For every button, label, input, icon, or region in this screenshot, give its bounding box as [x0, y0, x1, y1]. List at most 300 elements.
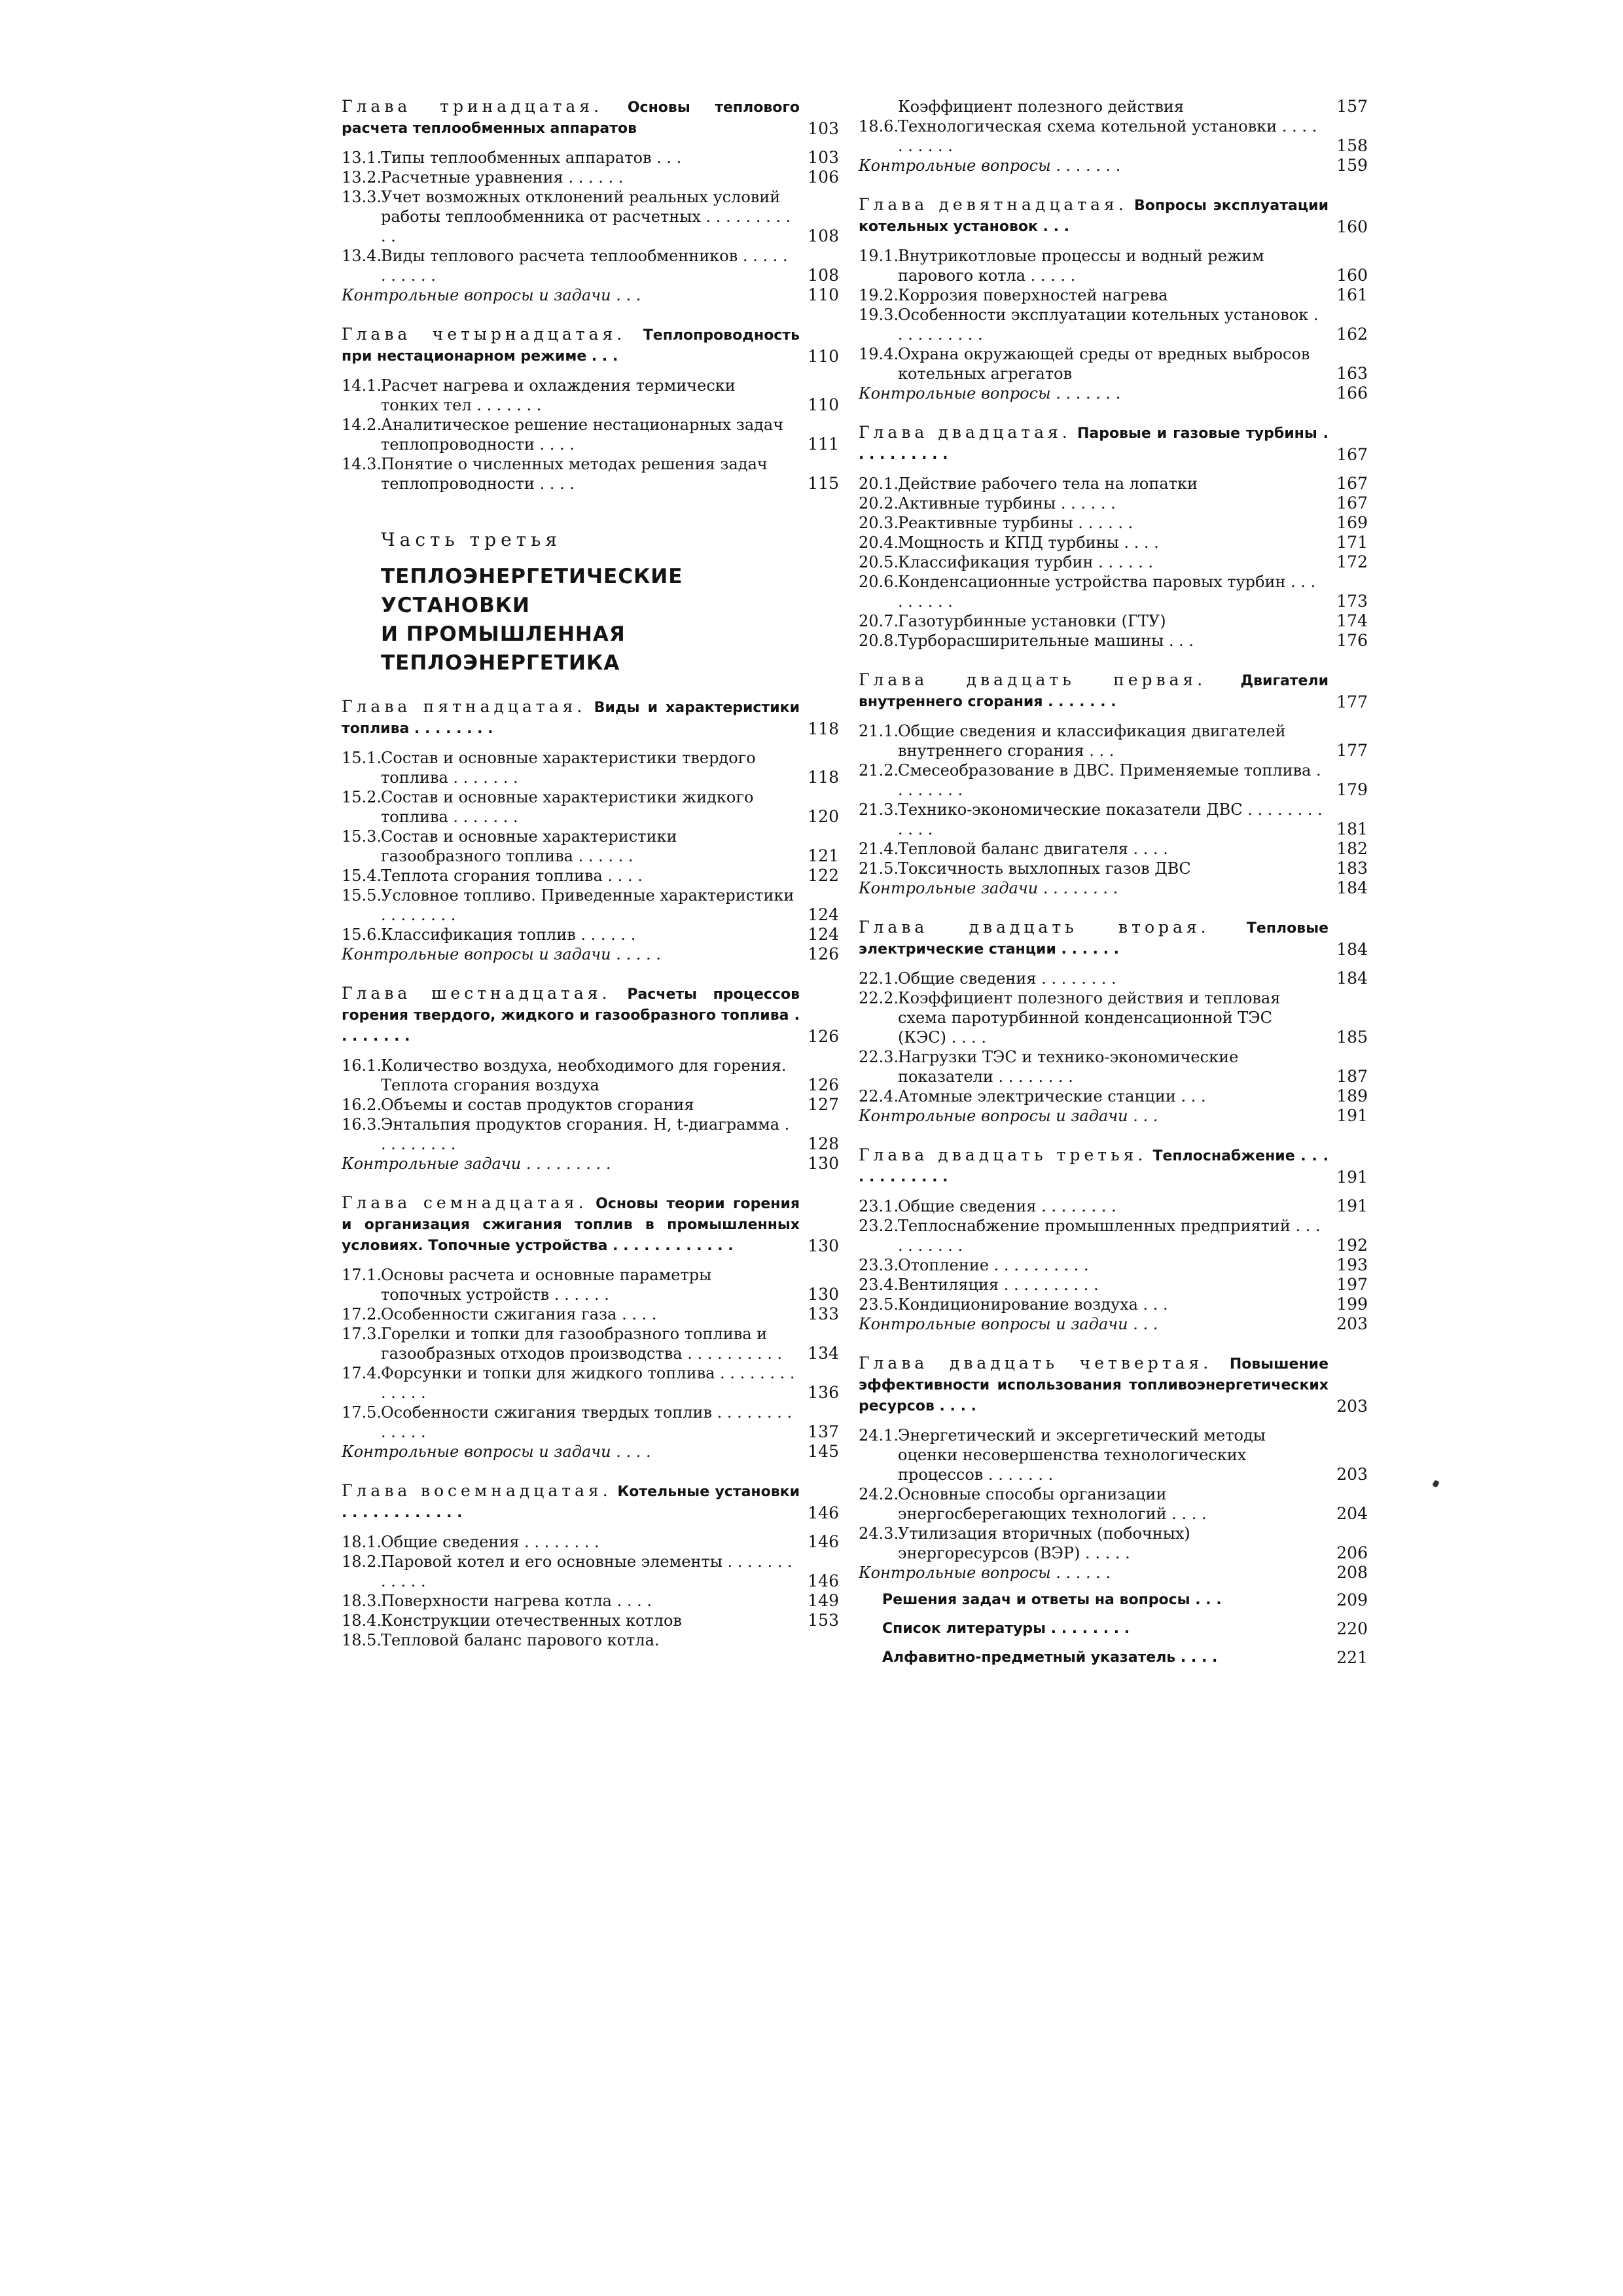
section-title: Условное топливо. Приведенные характеристики . . . . . . . .	[381, 886, 794, 924]
section-title: Тепловой баланс парового котла.	[381, 1631, 660, 1649]
review-questions	[859, 384, 1368, 403]
chapter-heading	[859, 423, 1368, 465]
section-number: 18.3.	[342, 1592, 382, 1610]
page-number: 172	[1336, 552, 1368, 571]
page-number: 167	[1336, 445, 1368, 464]
section-title: Токсичность выхлопных газов ДВС	[898, 859, 1191, 878]
section-number: 20.7.	[859, 612, 899, 630]
page-number: 146	[808, 1532, 839, 1551]
toc-section	[342, 415, 839, 454]
page-number: 191	[1336, 1106, 1368, 1125]
toc-section	[859, 533, 1368, 552]
page-number: 153	[808, 1611, 839, 1630]
page-number: 115	[808, 474, 839, 493]
section-number: 18.4.	[342, 1611, 382, 1630]
page-number: 110	[808, 347, 839, 366]
section-title: Мощность и КПД турбины . . . .	[898, 533, 1159, 552]
page-number: 157	[1336, 97, 1368, 116]
page-number: 126	[808, 1027, 839, 1046]
toc-section	[342, 1552, 839, 1591]
page-number: 124	[808, 925, 839, 944]
page-number: 145	[808, 1442, 839, 1461]
section-number: 19.3.	[859, 306, 899, 324]
toc-chapter	[859, 1354, 1368, 1583]
final-title: Решения задач и ответы на вопросы . . .	[882, 1592, 1222, 1608]
review-questions-text: Контрольные вопросы и задачи . . .	[859, 1315, 1158, 1333]
page-number: 220	[1336, 1619, 1368, 1638]
chapter-heading-text	[859, 195, 1329, 237]
chapter-title: Тепловые электрические станции . . . . . .	[859, 920, 1329, 958]
section-title: Расчетные уравнения . . . . . .	[381, 168, 624, 187]
chapter-heading-text	[859, 670, 1329, 712]
page-number: 130	[808, 1285, 839, 1304]
toc-section	[859, 344, 1368, 384]
section-title: Коэффициент полезного действия и тепловая схема паротурбинной конденсационной ТЭС (КЭС) . . . .	[898, 989, 1281, 1047]
section-title: Особенности эксплуатации котельных установок . . . . . . . . . .	[898, 306, 1319, 344]
section-number: 19.1.	[859, 247, 899, 265]
section-number: 19.2.	[859, 286, 899, 304]
part-title-line: ТЕПЛОЭНЕРГЕТИКА	[381, 651, 620, 675]
toc-chapter	[342, 325, 839, 493]
toc-section	[342, 787, 839, 827]
chapter-title: Теплопроводность при нестационарном режиме . . .	[342, 327, 800, 365]
chapter-title: Виды и характеристики топлива . . . . . . . .	[342, 700, 800, 737]
section-number: 17.3.	[342, 1325, 382, 1343]
section-number: 14.1.	[342, 376, 382, 395]
toc-section	[342, 1115, 839, 1154]
toc-section	[342, 1532, 839, 1552]
page-number: 177	[1336, 741, 1368, 760]
page-number: 130	[808, 1154, 839, 1173]
toc-section	[342, 246, 839, 285]
section-title: Смесеобразование в ДВС. Применяемые топлива . . . . . . . .	[898, 761, 1321, 799]
page-number: 149	[808, 1591, 839, 1610]
page-number: 163	[1336, 364, 1368, 383]
chapter-heading	[342, 984, 839, 1047]
part-title-line: ТЕПЛОЭНЕРГЕТИЧЕСКИЕ	[381, 565, 683, 588]
section-number: 18.1.	[342, 1533, 382, 1551]
page-number: 110	[808, 395, 839, 414]
section-number: 23.3.	[859, 1256, 899, 1274]
section-number: 15.6.	[342, 925, 382, 944]
section-title: Основные способы организации энергосберегающих технологий . . . .	[898, 1485, 1207, 1523]
section-title: Типы теплообменных аппаратов . . .	[381, 149, 682, 167]
section-number: 17.5.	[342, 1403, 382, 1422]
page-number: 134	[808, 1344, 839, 1363]
chapter-prefix: Глава двадцать первая.	[859, 670, 1207, 689]
toc-section	[859, 988, 1368, 1047]
chapter-heading	[859, 1354, 1368, 1416]
section-number: 15.5.	[342, 886, 382, 905]
toc-section	[859, 572, 1368, 611]
scan-speck	[1432, 1480, 1440, 1488]
page-number: 191	[1336, 1168, 1368, 1187]
chapter-heading	[342, 1193, 839, 1256]
section-title: Расчет нагрева и охлаждения термически тонких тел . . . . . . .	[381, 376, 736, 414]
page-number: 108	[808, 266, 839, 285]
chapter-heading-text	[342, 1481, 800, 1523]
section-number: 20.3.	[859, 514, 899, 532]
section-title: Аналитическое решение нестационарных задач теплопроводности . . . .	[381, 416, 784, 454]
section-title: Основы расчета и основные параметры топочных устройств . . . . . .	[381, 1266, 712, 1304]
section-title: Общие сведения и классификация двигателей внутреннего сгорания . . .	[898, 722, 1286, 760]
page-number: 179	[1336, 780, 1368, 799]
review-questions-text: Контрольные вопросы . . . . . .	[859, 1564, 1111, 1582]
toc-section	[342, 454, 839, 493]
toc-chapter	[859, 918, 1368, 1126]
toc-section	[342, 886, 839, 925]
toc-section	[859, 1275, 1368, 1295]
toc-section	[859, 721, 1368, 761]
toc-section	[342, 925, 839, 944]
section-number: 15.4.	[342, 867, 382, 885]
chapter-prefix: Глава тринадцатая.	[342, 97, 603, 116]
section-title: Паровой котел и его основные элементы . . . . . . . . . . . .	[381, 1552, 793, 1590]
toc-section	[342, 1630, 839, 1650]
toc-section	[859, 1484, 1368, 1524]
chapter-prefix: Глава двадцать вторая.	[859, 918, 1210, 937]
review-questions	[859, 1106, 1368, 1126]
chapter-heading-text	[859, 1354, 1329, 1416]
section-number: 14.2.	[342, 416, 382, 434]
review-questions	[342, 944, 839, 964]
toc-section	[342, 1056, 839, 1095]
page-number: 158	[1336, 136, 1368, 155]
chapter-title: Основы теплового расчета теплообменных аппаратов	[342, 99, 800, 137]
toc-chapter	[342, 97, 839, 305]
page-number: 208	[1336, 1563, 1368, 1582]
section-title: Охрана окружающей среды от вредных выбросов котельных агрегатов	[898, 345, 1310, 383]
section-title: Количество воздуха, необходимого для горения. Теплота сгорания воздуха	[381, 1056, 787, 1094]
section-number: 15.2.	[342, 788, 382, 806]
toc-section	[342, 827, 839, 866]
page-number: 184	[1336, 969, 1368, 988]
page-number: 146	[808, 1571, 839, 1590]
section-title: Кондиционирование воздуха . . .	[898, 1295, 1168, 1314]
section-title: Технико-экономические показатели ДВС . . . . . . . . . . . .	[898, 800, 1323, 838]
toc-section	[859, 1426, 1368, 1484]
chapter-prefix: Глава пятнадцатая.	[342, 697, 586, 716]
toc-section	[859, 552, 1368, 572]
section-number: 22.2.	[859, 989, 899, 1007]
toc-final-entry	[859, 1647, 1368, 1669]
page-number: 171	[1336, 533, 1368, 552]
section-number: 21.2.	[859, 761, 899, 780]
toc-section	[859, 513, 1368, 533]
chapter-title: Котельные установки . . . . . . . . . . . .	[342, 1484, 800, 1521]
page-number: 120	[808, 807, 839, 826]
chapter-heading-text	[859, 918, 1329, 960]
chapter-heading	[342, 1481, 839, 1523]
page-number: 221	[1336, 1648, 1368, 1667]
section-title: Энергетический и эксергетический методы оценки несовершенства технологических процессов . . . . . . .	[898, 1426, 1266, 1484]
review-questions-text: Контрольные вопросы . . . . . . .	[859, 384, 1121, 403]
section-title: Тепловой баланс двигателя . . . .	[898, 840, 1168, 858]
toc-section	[342, 187, 839, 246]
chapter-title: Паровые и газовые турбины . . . . . . . . . .	[859, 425, 1329, 463]
section-title: Утилизация вторичных (побочных) энергоресурсов (ВЭР) . . . . .	[898, 1524, 1190, 1562]
chapter-heading-text	[342, 984, 800, 1047]
section-title: Понятие о численных методах решения задач теплопроводности . . . .	[381, 455, 768, 493]
section-title: Состав и основные характеристики твердого топлива . . . . . . .	[381, 749, 756, 787]
page-number: 184	[1336, 940, 1368, 959]
toc-section	[859, 859, 1368, 878]
toc-chapter	[342, 1193, 839, 1462]
toc-chapter	[342, 984, 839, 1174]
page-number: 122	[808, 866, 839, 885]
section-title: Виды теплового расчета теплообменников . . . . . . . . . . .	[381, 247, 788, 285]
toc-section	[342, 866, 839, 886]
review-questions-text: Контрольные вопросы и задачи . . . .	[342, 1443, 651, 1461]
section-number: 23.5.	[859, 1295, 899, 1314]
toc-section	[342, 1591, 839, 1611]
section-number: 22.3.	[859, 1048, 899, 1066]
toc-section	[859, 1255, 1368, 1275]
toc-section	[859, 969, 1368, 988]
page-number: 206	[1336, 1543, 1368, 1562]
review-questions-text: Контрольные вопросы и задачи . . .	[342, 286, 641, 304]
chapter-heading-text	[342, 325, 800, 367]
chapter-title: Теплоснабжение . . . . . . . . . . . .	[859, 1148, 1329, 1185]
chapter-heading-text	[342, 697, 800, 739]
section-number: 21.5.	[859, 859, 899, 878]
toc-final-entry	[859, 1618, 1368, 1640]
section-title: Классификация турбин . . . . . .	[898, 553, 1154, 571]
review-questions	[859, 1563, 1368, 1583]
chapter-prefix: Глава двадцатая.	[859, 423, 1071, 442]
toc-section	[342, 1265, 839, 1304]
page-number: 128	[808, 1134, 839, 1153]
page-number: 118	[808, 768, 839, 787]
section-number: 13.4.	[342, 247, 382, 265]
page-number: 130	[808, 1236, 839, 1255]
section-number: 20.6.	[859, 573, 899, 591]
page-number: 103	[808, 148, 839, 167]
section-title: Учет возможных отклонений реальных условий работы теплообменника от расчетных . . . . . . . . . . .	[381, 188, 791, 245]
section-number: 24.1.	[859, 1426, 899, 1444]
section-title: Конденсационные устройства паровых турбин . . . . . . . . .	[898, 573, 1316, 611]
toc-section	[859, 761, 1368, 800]
page-number: 106	[808, 168, 839, 187]
page-number: 173	[1336, 592, 1368, 611]
page-number: 203	[1336, 1397, 1368, 1416]
toc-section	[859, 305, 1368, 344]
section-title: Состав и основные характеристики жидкого топлива . . . . . . .	[381, 788, 754, 826]
section-title: Классификация топлив . . . . . .	[381, 925, 636, 944]
section-title: Турборасширительные машины . . .	[898, 632, 1194, 650]
section-number: 18.6.	[859, 117, 899, 135]
page-number: 159	[1336, 156, 1368, 175]
section-title: Реактивные турбины . . . . . .	[898, 514, 1133, 532]
page-number: 136	[808, 1383, 839, 1402]
chapter-heading	[859, 918, 1368, 960]
review-questions-text: Контрольные задачи . . . . . . . .	[859, 879, 1118, 897]
section-title: Отопление . . . . . . . . . .	[898, 1256, 1089, 1274]
toc-section	[859, 285, 1368, 305]
section-title: Технологическая схема котельной установки . . . . . . . . . .	[898, 117, 1317, 155]
section-number: 17.1.	[342, 1266, 382, 1284]
toc-section	[342, 376, 839, 415]
section-number: 13.1.	[342, 149, 382, 167]
section-number: 20.4.	[859, 533, 899, 552]
toc-section	[342, 1304, 839, 1324]
chapter-title: Основы теории горения и организация сжигания топлив в промышленных условиях. Топочные устройства . . . . . . . . . . . .	[342, 1196, 800, 1254]
section-title: Особенности сжигания газа . . . .	[381, 1305, 657, 1323]
toc-section	[342, 1611, 839, 1630]
chapter-title: Расчеты процессов горения твердого, жидкого и газообразного топлива . . . . . . . .	[342, 986, 800, 1045]
section-number: 24.3.	[859, 1524, 899, 1543]
toc-chapter	[859, 670, 1368, 898]
page-number: 176	[1336, 631, 1368, 650]
page-number: 124	[808, 905, 839, 924]
toc-right-column	[859, 97, 1368, 1669]
section-number: 17.2.	[342, 1305, 382, 1323]
toc-chapter	[859, 195, 1368, 403]
part-title-line: И ПРОМЫШЛЕННАЯ	[381, 622, 626, 646]
toc-section	[859, 1086, 1368, 1106]
toc-section	[859, 800, 1368, 839]
chapter-prefix: Глава восемнадцатая.	[342, 1481, 612, 1500]
toc-section	[859, 1524, 1368, 1563]
page-number: 177	[1336, 692, 1368, 711]
page-number: 103	[808, 119, 839, 138]
page-number: 174	[1336, 611, 1368, 630]
page-number: 160	[1336, 217, 1368, 236]
page-number: 184	[1336, 878, 1368, 897]
toc-section	[859, 839, 1368, 859]
toc-section	[859, 1295, 1368, 1314]
section-title: Конструкции отечественных котлов	[381, 1611, 682, 1630]
page-number: 203	[1336, 1314, 1368, 1333]
section-number: 13.2.	[342, 168, 382, 187]
toc-section	[859, 474, 1368, 493]
section-number: 20.1.	[859, 475, 899, 493]
page-number: 110	[808, 285, 839, 304]
toc-chapter	[342, 1481, 839, 1650]
chapter-heading	[342, 97, 839, 139]
chapter-title: Повышение эффективности использования топливоэнергетических ресурсов . . . .	[859, 1356, 1329, 1414]
chapter-heading-text	[342, 1193, 800, 1256]
page-number: 118	[808, 719, 839, 738]
page-number: 127	[808, 1095, 839, 1114]
page-number: 133	[808, 1304, 839, 1323]
section-title: Общие сведения . . . . . . . .	[381, 1533, 599, 1551]
section-title: Внутрикотловые процессы и водный режим парового котла . . . . .	[898, 247, 1264, 285]
section-number: 16.2.	[342, 1096, 382, 1114]
page-number: 193	[1336, 1255, 1368, 1274]
toc-final-entry	[859, 1589, 1368, 1611]
section-number: 19.4.	[859, 345, 899, 363]
section-number: 17.4.	[342, 1364, 382, 1382]
section-title: Особенности сжигания твердых топлив . . . . . . . . . . . . .	[381, 1403, 793, 1441]
section-number: 20.8.	[859, 632, 899, 650]
toc-section	[342, 1324, 839, 1363]
page-number: 199	[1336, 1295, 1368, 1314]
review-questions-text: Контрольные задачи . . . . . . . . .	[342, 1155, 611, 1173]
section-number: 23.2.	[859, 1217, 899, 1235]
chapter-title: Вопросы эксплуатации котельных установок . . .	[859, 198, 1329, 235]
final-title: Список литературы . . . . . . . .	[882, 1621, 1130, 1637]
toc-section	[859, 493, 1368, 513]
page-number: 204	[1336, 1504, 1368, 1523]
section-number: 22.1.	[859, 969, 899, 988]
toc-section	[342, 1363, 839, 1403]
page-number: 111	[808, 435, 839, 454]
section-title: Коррозия поверхностей нагрева	[898, 286, 1168, 304]
section-number: 23.4.	[859, 1276, 899, 1294]
toc-chapter	[859, 97, 1368, 175]
toc-left-column	[342, 97, 839, 1650]
page-number: 192	[1336, 1236, 1368, 1255]
section-title: Вентиляция . . . . . . . . . .	[898, 1276, 1099, 1294]
review-questions-text: Контрольные вопросы и задачи . . .	[859, 1107, 1158, 1125]
section-number: 21.3.	[859, 800, 899, 819]
toc-section	[342, 1403, 839, 1442]
chapter-heading	[859, 195, 1368, 237]
section-number: 20.2.	[859, 494, 899, 512]
toc-chapter	[859, 1145, 1368, 1334]
section-title: Состав и основные характеристики газообразного топлива . . . . . .	[381, 827, 677, 865]
page-number: 197	[1336, 1275, 1368, 1294]
section-number: 16.3.	[342, 1115, 382, 1134]
section-number: 23.1.	[859, 1197, 899, 1215]
chapter-heading	[859, 670, 1368, 712]
page-number: 187	[1336, 1067, 1368, 1086]
section-number: 18.2.	[342, 1552, 382, 1571]
review-questions	[859, 1314, 1368, 1334]
page-number: 169	[1336, 513, 1368, 532]
toc-section	[859, 611, 1368, 631]
section-title: Поверхности нагрева котла . . . .	[381, 1592, 652, 1610]
toc-section	[342, 1095, 839, 1115]
page-number: 161	[1336, 285, 1368, 304]
section-title: Нагрузки ТЭС и технико-экономические показатели . . . . . . . .	[898, 1048, 1239, 1086]
page-number: 160	[1336, 266, 1368, 285]
page-number: 167	[1336, 493, 1368, 512]
section-number: 24.2.	[859, 1485, 899, 1503]
toc-section	[342, 168, 839, 187]
chapter-prefix: Глава четырнадцатая.	[342, 325, 626, 344]
section-title: Коэффициент полезного действия	[898, 98, 1184, 116]
chapter-heading	[342, 325, 839, 367]
part-label: Часть третья	[381, 529, 562, 550]
section-title: Общие сведения . . . . . . . .	[898, 1197, 1116, 1215]
toc-section	[859, 97, 1368, 117]
review-questions	[342, 1442, 839, 1462]
page-number: 121	[808, 846, 839, 865]
chapter-heading-text	[859, 423, 1329, 465]
toc-section	[342, 148, 839, 168]
section-title: Объемы и состав продуктов сгорания	[381, 1096, 694, 1114]
chapter-prefix: Глава семнадцатая.	[342, 1193, 588, 1212]
section-title: Активные турбины . . . . . .	[898, 494, 1116, 512]
section-title: Общие сведения . . . . . . . .	[898, 969, 1116, 988]
section-number: 22.4.	[859, 1087, 899, 1105]
toc-section	[859, 631, 1368, 651]
section-title: Горелки и топки для газообразного топлива и газообразных отходов производства . . . . . . . . . .	[381, 1325, 783, 1363]
page-number: 108	[808, 226, 839, 245]
page-number: 181	[1336, 819, 1368, 838]
chapter-heading	[859, 1145, 1368, 1187]
part-title-line: УСТАНОВКИ	[381, 594, 530, 617]
chapter-heading-text	[342, 97, 800, 139]
section-number: 15.3.	[342, 827, 382, 846]
page-number: 162	[1336, 325, 1368, 344]
toc-section	[859, 117, 1368, 156]
page-number: 185	[1336, 1028, 1368, 1047]
page-number: 182	[1336, 839, 1368, 858]
page-number: 167	[1336, 474, 1368, 493]
